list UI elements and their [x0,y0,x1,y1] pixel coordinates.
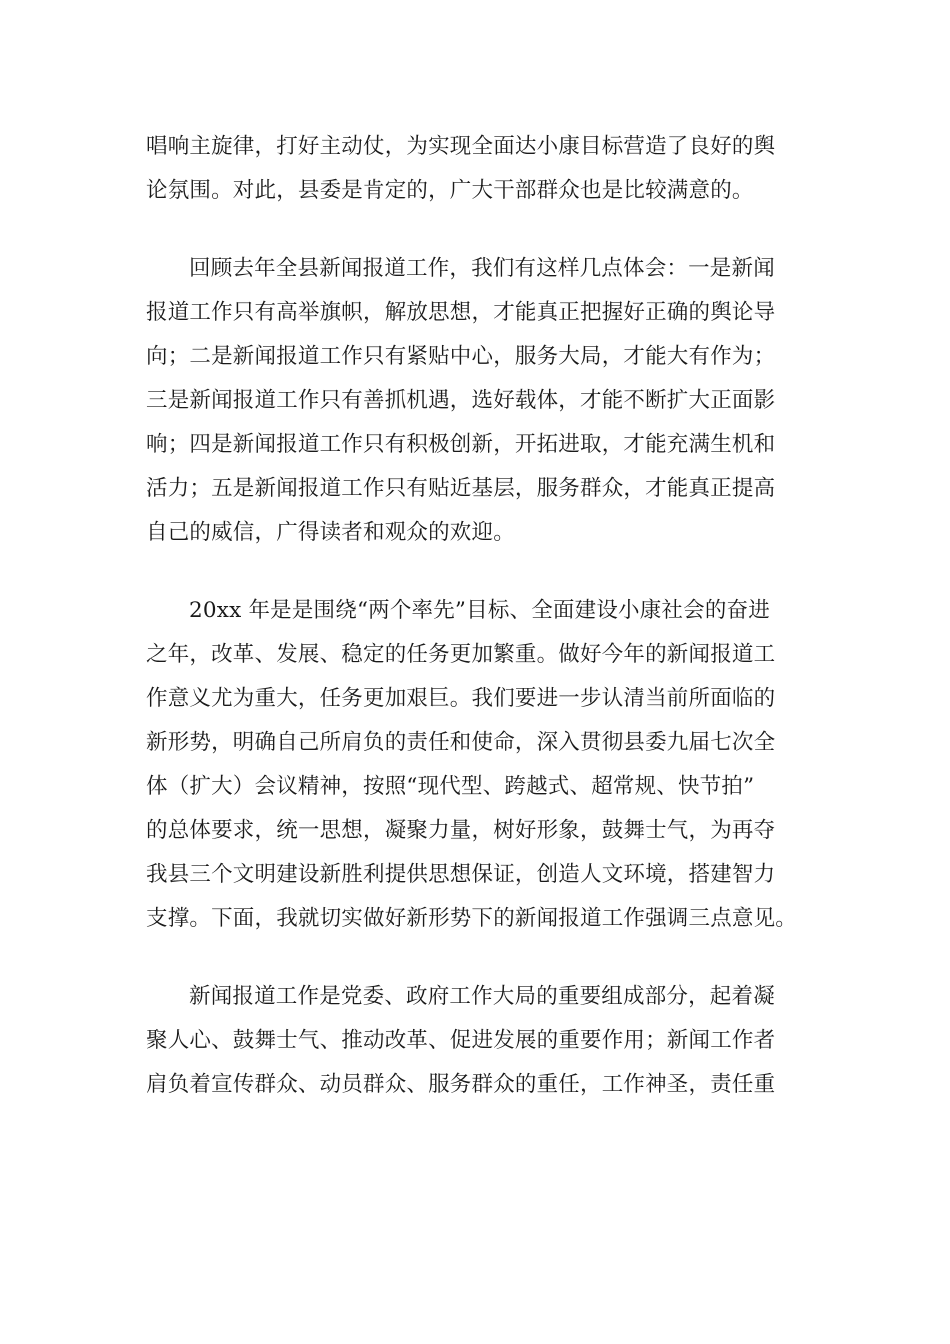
text-line: 作意义尤为重大，任务更加艰巨。我们要进一步认清当前所面临的 [146,686,776,711]
text-line: 新形势，明确自己所肩负的责任和使命，深入贯彻县委九届七次全 [146,730,776,755]
text-line: 新闻报道工作是党委、政府工作大局的重要组成部分，起着凝 [189,984,775,1009]
paragraph-2 [146,247,806,555]
text-line: 体（扩大）会议精神，按照“现代型、跨越式、超常规、快节拍” [146,774,755,799]
text-line: 响；四是新闻报道工作只有积极创新，开拓进取，才能充满生机和 [146,432,776,457]
paragraph-4 [146,975,806,1107]
text-line: 论氛围。对此，县委是肯定的，广大干部群众也是比较满意的。 [146,178,754,203]
text-line: 唱响主旋律，打好主动仗，为实现全面达小康目标营造了良好的舆 [146,134,776,159]
text-line: 20xx 年是是围绕“两个率先”目标、全面建设小康社会的奋进 [189,598,770,623]
text-line: 肩负着宣传群众、动员群众、服务群众的重任，工作神圣，责任重 [146,1072,776,1097]
text-line: 自己的威信，广得读者和观众的欢迎。 [146,520,515,545]
paragraph-gap [146,555,806,589]
text-line: 三是新闻报道工作只有善抓机遇，选好载体，才能不断扩大正面影 [146,388,776,413]
text-line: 聚人心、鼓舞士气、推动改革、促进发展的重要作用；新闻工作者 [146,1028,776,1053]
paragraph-gap [146,213,806,247]
document-body [146,125,806,1107]
text-line: 我县三个文明建设新胜利提供思想保证，创造人文环境，搭建智力 [146,862,776,887]
paragraph-1 [146,125,806,213]
paragraph-gap [146,941,806,975]
text-line: 报道工作只有高举旗帜，解放思想，才能真正把握好正确的舆论导 [146,300,776,325]
text-line: 支撑。下面，我就切实做好新形势下的新闻报道工作强调三点意见。 [146,906,798,931]
text-line: 之年，改革、发展、稳定的任务更加繁重。做好今年的新闻报道工 [146,642,776,667]
text-line: 活力；五是新闻报道工作只有贴近基层，服务群众，才能真正提高 [146,476,776,501]
text-line: 向；二是新闻报道工作只有紧贴中心，服务大局，才能大有作为； [146,344,776,369]
text-line: 回顾去年全县新闻报道工作，我们有这样几点体会：一是新闻 [189,256,775,281]
text-line: 的总体要求，统一思想，凝聚力量，树好形象，鼓舞士气，为再夺 [146,818,776,843]
paragraph-3 [146,589,806,941]
